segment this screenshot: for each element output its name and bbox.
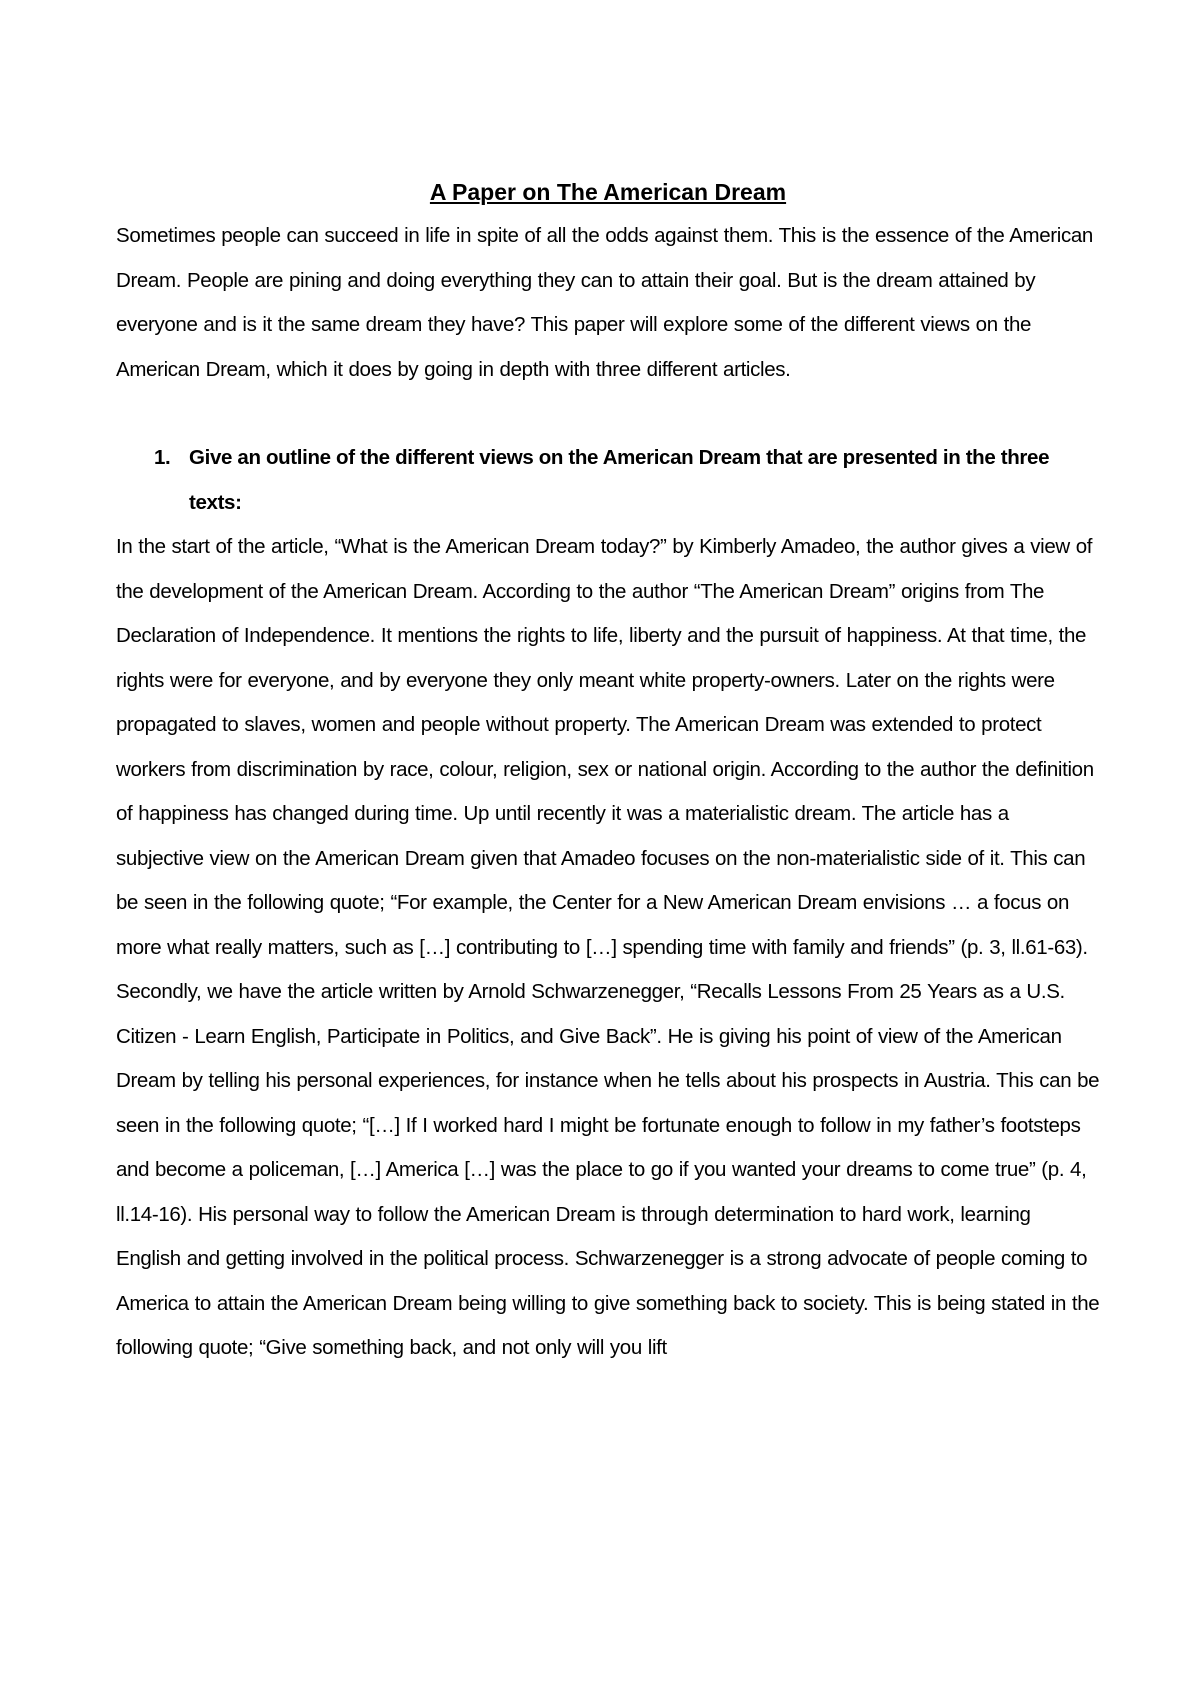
paragraph-spacer [116, 392, 1100, 436]
answer-paragraph: In the start of the article, “What is the American Dream today?” by Kimberly Amadeo, the author gives a view of the development of the American Dream. According to the author “The American Dream” origins from The Declaration of Independence. It mentions the rights to life, liberty and the pursuit of happiness. At that time, the rights were for everyone, and by everyone they only meant white property-owners. Later on the rights were propagated to slaves, women and people without property. The American Dream was extended to protect workers from discrimination by race, colour, religion, sex or national origin. According to the author the definition of happiness has changed during time. Up until recently it was a materialistic dream. The article has a subjective view on the American Dream given that Amadeo focuses on the non-materialistic side of it. This can be seen in the following quote; “For example, the Center for a New American Dream envisions … a focus on more what really matters, such as […] contributing to […] spending time with family and friends” (p. 3, ll.61-63). Secondly, we have the article written by Arnold Schwarzenegger, “Recalls Lessons From 25 Years as a U.S. Citizen - Learn English, Participate in Politics, and Give Back”. He is giving his point of view of the American Dream by telling his personal experiences, for instance when he tells about his prospects in Austria. This can be seen in the following quote; “[…] If I worked hard I might be fortunate enough to follow in my father’s footsteps and become a policeman, […] America […] was the place to go if you wanted your dreams to come true” (p. 4, ll.14-16). His personal way to follow the American Dream is through determination to hard work, learning English and getting involved in the political process. Schwarzenegger is a strong advocate of people coming to America to attain the American Dream being willing to give something back to society. This is being stated in the following quote; “Give something back, and not only will you lift [116, 535, 1100, 1359]
document-title: A Paper on The American Dream [429, 179, 787, 205]
document-body [116, 170, 1100, 1371]
question-number: 1. [154, 446, 171, 469]
intro-paragraph: Sometimes people can succeed in life in spite of all the odds against them. This is the essence of the American Dream. People are pining and doing everything they can to attain their goal. But is the dream attained by everyone and is it the same dream they have? This paper will explore some of the different views on the American Dream, which it does by going in depth with three different articles. [116, 224, 1093, 381]
question-text: Give an outline of the different views on the American Dream that are presented in the three texts: [189, 446, 1050, 514]
question-item [116, 436, 1100, 525]
